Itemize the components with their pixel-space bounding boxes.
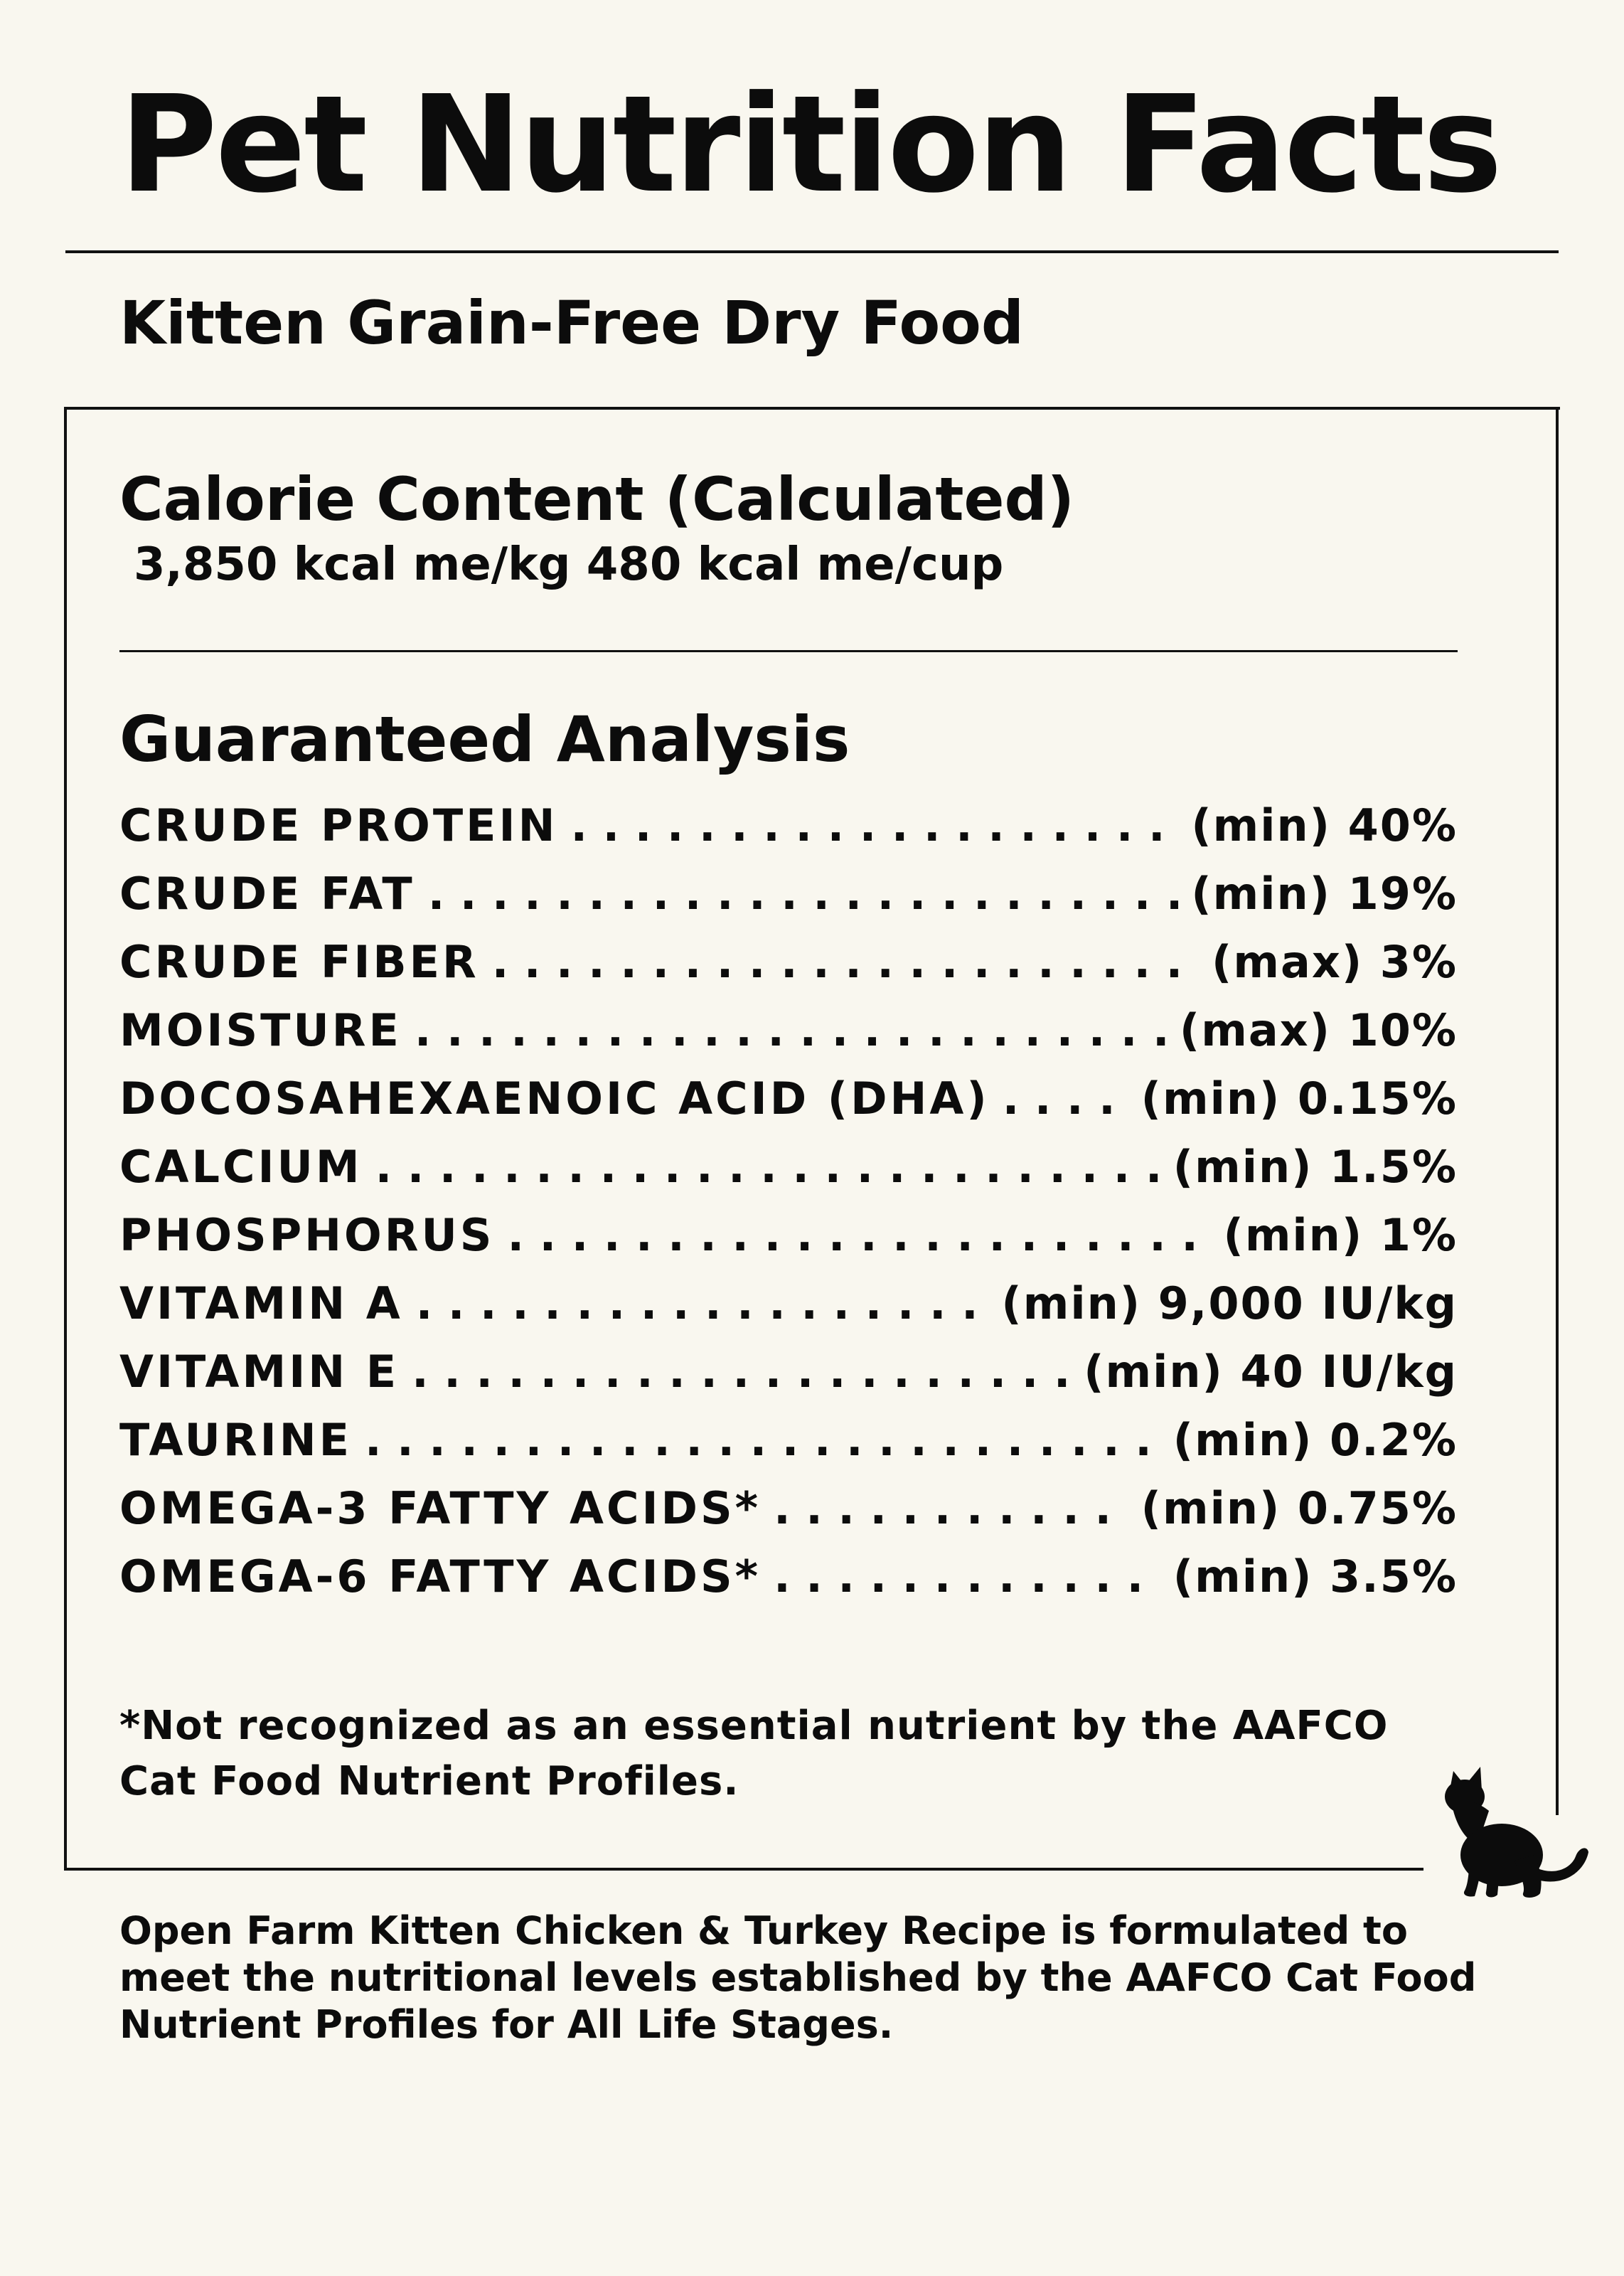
panel-border-left xyxy=(64,407,67,1871)
dot-leader xyxy=(507,1209,1210,1261)
guaranteed-analysis-heading: Guaranteed Analysis xyxy=(119,703,850,776)
page-title: Pet Nutrition Facts xyxy=(119,67,1501,223)
nutrient-row-calcium xyxy=(119,1141,1458,1209)
nutrient-name: CALCIUM xyxy=(119,1141,363,1193)
nutrient-value: (min) 0.75% xyxy=(1140,1482,1458,1534)
nutrient-list xyxy=(119,799,1458,1619)
dot-leader xyxy=(492,936,1199,988)
nutrient-name: VITAMIN E xyxy=(119,1346,400,1398)
nutrient-name: VITAMIN A xyxy=(119,1277,403,1329)
dot-leader xyxy=(416,1277,989,1329)
dot-leader xyxy=(774,1482,1128,1534)
aafco-statement: Open Farm Kitten Chicken & Turkey Recipe is formulated to meet the nutritional levels established by the AAFCO Cat Food Nutrient Profiles for All Life Stages. xyxy=(119,1908,1477,2047)
nutrient-row-crude-fat xyxy=(119,868,1458,936)
nutrient-row-moisture xyxy=(119,1004,1458,1073)
nutrient-value: (min) 1% xyxy=(1223,1209,1458,1261)
nutrient-value: (min) 19% xyxy=(1191,868,1458,920)
nutrient-name: OMEGA-6 FATTY ACIDS* xyxy=(119,1551,762,1602)
nutrient-value: (max) 10% xyxy=(1179,1004,1458,1056)
title-divider xyxy=(65,250,1559,253)
panel-border-top xyxy=(64,407,1560,410)
nutrient-value: (max) 3% xyxy=(1212,936,1458,988)
nutrient-name: TAURINE xyxy=(119,1414,352,1466)
product-name: Kitten Grain-Free Dry Food xyxy=(119,288,1025,358)
nutrient-row-omega-6 xyxy=(119,1551,1458,1619)
nutrient-value: (min) 1.5% xyxy=(1172,1141,1458,1193)
dot-leader xyxy=(415,1004,1167,1056)
nutrient-row-taurine xyxy=(119,1414,1458,1482)
nutrient-name: MOISTURE xyxy=(119,1004,402,1056)
nutrient-row-dha xyxy=(119,1073,1458,1141)
nutrient-value: (min) 3.5% xyxy=(1172,1551,1458,1602)
cat-silhouette-icon xyxy=(1436,1761,1593,1903)
calorie-content-values: 3,850 kcal me/kg 480 kcal me/cup xyxy=(134,538,1004,591)
nutrient-name: PHOSPHORUS xyxy=(119,1209,495,1261)
nutrient-value: (min) 40 IU/kg xyxy=(1084,1346,1458,1398)
nutrient-row-omega-3 xyxy=(119,1482,1458,1551)
nutrient-name: DOCOSAHEXAENOIC ACID (DHA) xyxy=(119,1073,990,1124)
nutrient-name: CRUDE PROTEIN xyxy=(119,799,558,851)
panel-border-bottom xyxy=(64,1868,1423,1871)
nutrient-row-crude-protein xyxy=(119,799,1458,868)
nutrient-value: (min) 0.15% xyxy=(1140,1073,1458,1124)
dot-leader xyxy=(1003,1073,1128,1124)
nutrient-row-crude-fiber xyxy=(119,936,1458,1004)
panel-border-right xyxy=(1556,407,1559,1815)
dot-leader xyxy=(428,868,1179,920)
dot-leader xyxy=(365,1414,1160,1466)
dot-leader xyxy=(412,1346,1071,1398)
nutrient-row-vitamin-a xyxy=(119,1277,1458,1346)
dot-leader xyxy=(375,1141,1160,1193)
dot-leader xyxy=(570,799,1178,851)
nutrient-row-vitamin-e xyxy=(119,1346,1458,1414)
calorie-content-heading: Calorie Content (Calculated) xyxy=(119,464,1074,534)
nutrient-value: (min) 0.2% xyxy=(1172,1414,1458,1466)
nutrient-value: (min) 9,000 IU/kg xyxy=(1001,1277,1458,1329)
dot-leader xyxy=(774,1551,1160,1602)
nutrient-row-phosphorus xyxy=(119,1209,1458,1277)
nutrient-value: (min) 40% xyxy=(1191,799,1458,851)
nutrient-name: CRUDE FAT xyxy=(119,868,415,920)
nutrient-name: CRUDE FIBER xyxy=(119,936,479,988)
nutrient-name: OMEGA-3 FATTY ACIDS* xyxy=(119,1482,762,1534)
footnote: *Not recognized as an essential nutrient by the AAFCO Cat Food Nutrient Profiles. xyxy=(119,1703,1389,1804)
section-divider xyxy=(119,650,1458,652)
